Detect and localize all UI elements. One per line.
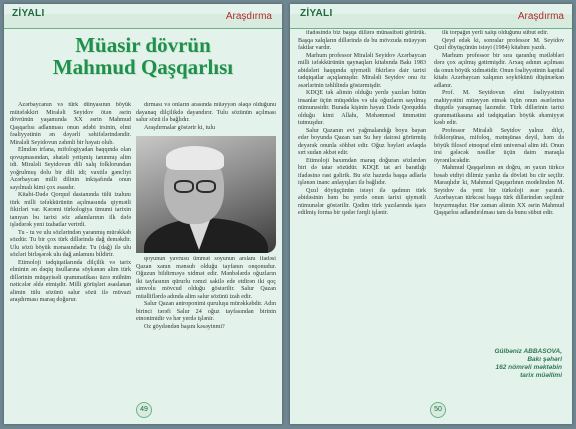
paragraph: Oz göydəndən başını kəsəyinmi? xyxy=(144,323,225,330)
page-header xyxy=(290,4,572,28)
left-page xyxy=(4,4,282,424)
author-signature xyxy=(494,348,562,380)
paragraph: Azərbaycanın və türk dünyasının böyük mütəfəkkiri Miraləli Seyidov ötən əsrin dövrünün yaşamında XX əsrin Mahmud Qaşqarlısı adlanması onun ədəbi irsinin, elmi fəaliyyətinin ən dəyərli səhifələrindəndir. Miraləli Seyidovun zəhmli bir həyatı olub. xyxy=(10,102,131,146)
paragraph: Araşdırmalar göstərir ki, tulu xyxy=(144,124,216,131)
article-title xyxy=(4,34,282,78)
page-header xyxy=(4,4,282,28)
section-label: Araşdırma xyxy=(225,11,272,22)
paragraph: Salur Qazan antroponimi quruluşu mürəkkəbdir. Adın birinci tərəfi Salur 24 oğuz tayfasından birinin etnonimidir və hər yerdə işlənir. xyxy=(136,301,276,322)
left-column-2-bottom xyxy=(136,256,276,404)
paragraph: Etimoloji tədqiqatlarında dilçilik və tarix elminin ən dəqiq üsullarına söykənən alim türk dillərinin müqayisəli qrammatikası üzrə mühüm nəticələr əldə etmişdir. Milli görüşləri əsaslanan alimin tülu sözünü salur sözü ilə müvazi araşdırması maraq doğurur. xyxy=(10,259,131,303)
paragraph: Qızıl döyüşçünün istəyi ilə qadının türk abidəsinin həm bu yerdə onun tarixi qiymətli nümunələr göstərilir. Qədim türk yazılarında işarə edilmiş forma bir qədər fərqli işlənir. xyxy=(298,187,426,216)
paragraph: Marhum professor Miraləli Seyidov Azərbaycan milli təfəkkürünün qaynaqları kitabında Bakı 1983 abidələri haqqında qiymətli fikirlərə dair tarixi tədqiqatlar açıqlamışdır. Miraləli Seyidov onu öz əsərlərinin təhlilində göstərmişdir. xyxy=(298,52,426,89)
title-line-2: Mahmud Qaşqarlısı xyxy=(52,55,234,79)
author-position: tarix müəllimi xyxy=(520,372,562,379)
paragraph: Kitabi-Dədə Qorqud dastanında tülü izahını türk milli təfəkkürünün açılmasında qiymətli fikirləri var. Kərəmi türkologiya ümumi tarixin tanıyan bu tarixi söz adamlarının ilk dəfə işlədərək yeni izahatlar verirdi. xyxy=(10,192,131,228)
portrait-photo xyxy=(136,136,276,253)
paragraph: Tu - tu ve ulu sözlərindən yaranmış mürəkkəb sözdür. Tu bir çox türk dillərində dağ deməkdir. Ulu sözü böyük mənasındadır. Tu (dağ) ilə ulu sözləri birləşərək ulu dağ anlamını bildirir. xyxy=(10,229,131,258)
author-name: Gülbəniz ABBASOVA, xyxy=(494,348,562,355)
author-school: 162 nömrəli məktəbin xyxy=(495,364,562,371)
author-city: Bakı şəhəri xyxy=(527,356,562,363)
right-column-1 xyxy=(298,30,426,410)
section-label: Araşdırma xyxy=(517,11,564,22)
paragraph: dırması və onların arasında müəyyən əlaqə olduğunu dayanaq dilçilikdə dayandırır. Tulu sözünün açılması salur sözü ilə bağlıdır. xyxy=(136,102,276,123)
brand-logo: ZİYALI xyxy=(300,8,333,19)
paragraph: KDQE tək alimin olduğu yerdə yazılan bütün insanlar üçün müqəddəs və ulu oğuzların sayılmış nümunəsidir. Burada kişinin həyatı Dədə Qorqudda olduğu kimi Allahı, Məhəmməd ümmətini tutmuşdur. xyxy=(298,90,426,126)
page-number: 50 xyxy=(430,402,446,418)
paragraph: Mahmud Qaşqarlının ən doğru, ən yaxın türkcə bəsab etdiyi dilimiz yanlız da dövləti bu cür seçilir. Maraqlıdır ki, Mahmud Qaşqarlının modelindən M. Seyidov da yeni bir türkoloji əsər yaratdı. Azərbaycan türkcəsi başqa türk dillərindən seçilmir buyurmuşdur. Hər zaman alimin XX əsrin Mahmud Qaşqarlısı adlandırılması tam da bunu sübut edir. xyxy=(434,165,564,216)
paragraph: Prof. M. Seyidovun elmi fəaliyyətinin mahiyyətini müəyyən etmək üçün onun əsərlərinə diqqətlə yanaşmaq lazımdır. Türk dillərinin tarixi qrammatikasına aid tədqiqatları böyük əhəmiyyət kəsb edir. xyxy=(434,90,564,126)
paragraph: Elmdən irfana, mifologiyadan haqqında olan qovuşmasından, əhatəli yetişmiş tanınmış alim idi. Miraləli Seyidovun dili xalq folklorundan yoğrulmuş dolu bir dili idi; vaxtilə gəncliyi Azərbaycan milli dilinin inkişafında onun sayılmalı kimi çox əsasdır. xyxy=(10,147,131,191)
right-page xyxy=(290,4,572,424)
left-column-2-top xyxy=(136,102,276,134)
page-number: 49 xyxy=(136,402,152,418)
left-column-1 xyxy=(10,102,131,402)
paragraph: Salur Qazanın evi yağmalandığı boyu bayan edər boyunda Qazan xan Su hey dairəsi görürmüş deyərək onunla söhbət edir. Oğuz bəyləri avlaqda sırt sudan əkbət edir. xyxy=(298,127,426,156)
paragraph: Professor Miraləli Seyidov yalnız dilçi, folklorşünas, mifoloq, mətnşünas deyil, həm də böyük filosof etnoqraf elmi universal alim idi. Onun irsi gələcək nəsillər üçün daim maraqla öyrəniləcəkdir. xyxy=(434,127,564,164)
brand-logo: ZİYALI xyxy=(12,8,45,19)
right-column-2 xyxy=(434,30,564,330)
paragraph: Etimoloji baxımdan maraq doğuran sözlərdən biri də tatar sözüdür. KDQE tat ari baratlığı ifadəsinə rast gəlirik. Bu söz hazırda başqa adlarla işlənən inanc anlayışları ilə bağlıdır. xyxy=(298,157,426,186)
paragraph: ilk torpağın yerli xalqı olduğunu sübut edir. xyxy=(442,30,549,36)
paragraph: qoyunun yavrusu ümmət soyunun arslanı ifadəsi Qazan xanın mənsub olduğu tayfanın onqonudur. Oğuzun bildirməyə xidmət edir. Mənbələrdə oğuzların iki tayfasının qürurlu rəmzi sakilə ede etdirən iki qoç simvolu mövcud olduğu göstərilir. Salur Qazan müəlliflərdə adında alim salur sözünü izah edir. xyxy=(136,256,276,300)
paragraph: Marhum professor bir sıra qaranlıq mətləbləri dərə çox açılmış gətirmişdir. Arxaq adının açılması da onun böyük xidmətidir. Onun fəaliyyətinin kapital kitabı Azərbaycan xalqının soykökünü düşünərkən adlanır. xyxy=(434,52,564,89)
paragraph: Qeyd edək ki, sonralar professor M. Seyidov Qızıl döyüşçünün istəyi (1984) kitabını yazdı. xyxy=(434,37,564,51)
paragraph: ifadəsində biz başqa dillərə münasibəti görürük. Başqa xalqların dillərində də bu mövzuda müəyyən faktlar vardır. xyxy=(298,30,426,51)
title-line-1: Müasir dövrün xyxy=(75,33,211,57)
